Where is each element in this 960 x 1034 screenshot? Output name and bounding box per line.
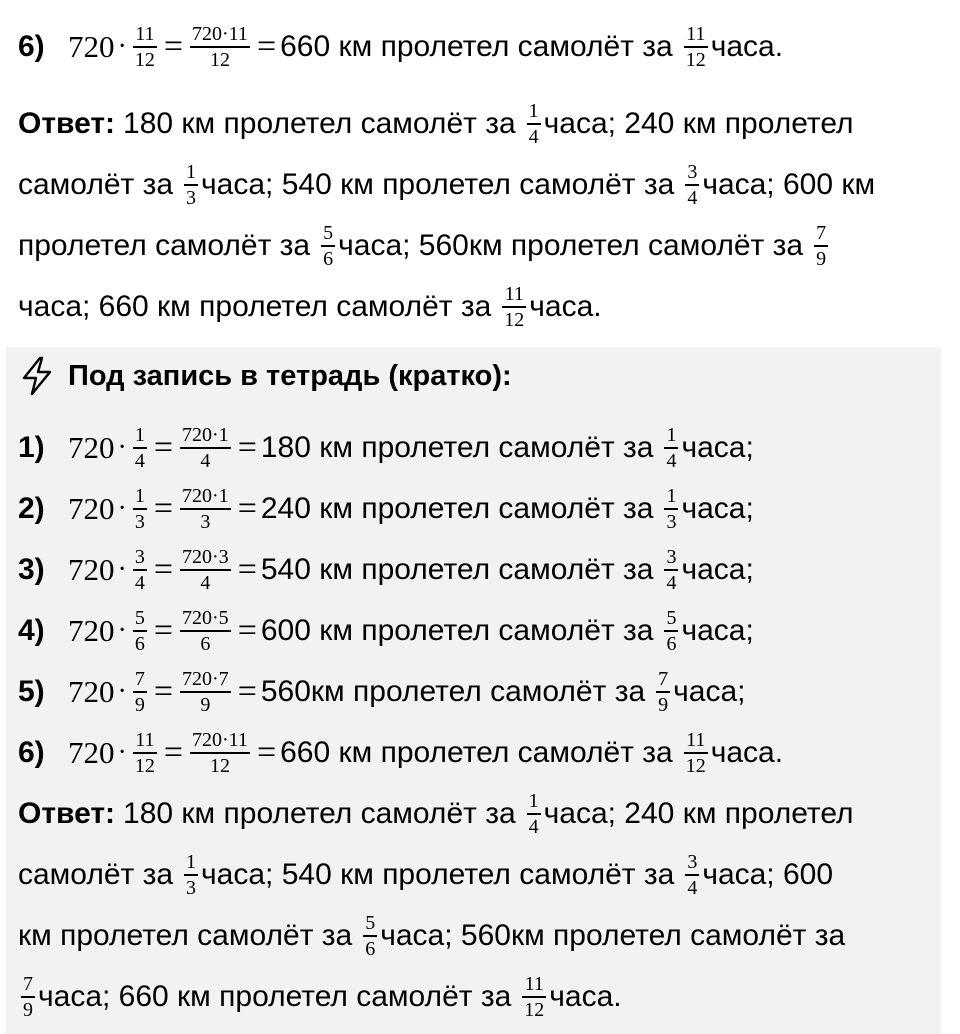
fraction: $\frac{720\cdot 7}{9}$ — [182, 668, 229, 716]
fraction: $\frac{11}{12}$ — [134, 729, 155, 777]
equals-sign: = — [153, 429, 174, 466]
multiply-sign: · — [117, 615, 127, 646]
answer-bottom-line-2 — [18, 846, 833, 904]
fraction: $\frac{11}{12}$ — [685, 23, 706, 71]
fraction: $\frac{5}{6}$ — [323, 222, 334, 270]
step-label: 2) — [18, 492, 45, 525]
fraction: $\frac{1}{3}$ — [186, 161, 197, 209]
fraction: $\frac{1}{4}$ — [134, 424, 145, 472]
fraction: $\frac{1}{4}$ — [528, 100, 539, 148]
answer-text: часа; 660 км пролетел самолёт за — [18, 290, 492, 323]
equals-sign: = — [153, 551, 174, 588]
answer-text: самолёт за — [18, 168, 174, 201]
answer-text: часа; 540 км пролетел самолёт за — [201, 858, 675, 891]
answer-text: 180 км пролетел самолёт за — [123, 797, 516, 830]
multiply-sign: · — [117, 737, 127, 768]
fraction: $\frac{7}{9}$ — [134, 668, 145, 716]
fraction: $\frac{720\cdot 11}{12}$ — [192, 729, 248, 777]
fraction: $\frac{11}{12}$ — [504, 283, 525, 331]
base-number: 720 — [68, 430, 115, 465]
answer-label: Ответ: — [18, 107, 116, 140]
answer-text: часа; 540 км пролетел самолёт за — [201, 168, 675, 201]
answer-text: пролетел самолёт за — [18, 229, 311, 262]
hours-text: часа; — [681, 492, 754, 525]
multiply-sign: · — [117, 554, 127, 585]
hours-text: часа. — [710, 30, 784, 63]
fraction: $\frac{1}{3}$ — [666, 485, 677, 533]
answer-bottom-line-3 — [18, 907, 845, 965]
base-number: 720 — [68, 613, 115, 648]
answer-bottom-line-4 — [18, 968, 622, 1026]
answer-top-line-3 — [18, 217, 831, 275]
item-label: 6) — [18, 30, 45, 63]
result-text: 660 км пролетел самолёт за — [280, 736, 673, 769]
multiply-sign: · — [117, 31, 127, 62]
fraction: $\frac{720\cdot 1}{3}$ — [182, 485, 229, 533]
equals-sign: = — [256, 28, 277, 65]
fraction: $\frac{720\cdot 3}{4}$ — [182, 546, 229, 594]
fraction: $\frac{7}{9}$ — [816, 222, 827, 270]
answer-text: самолёт за — [18, 858, 174, 891]
step-row — [18, 541, 754, 599]
fraction: $\frac{720\cdot 5}{6}$ — [182, 607, 229, 655]
base-number: 720 — [68, 29, 115, 64]
step-row — [18, 602, 754, 660]
equals-sign: = — [153, 673, 174, 710]
fraction: $\frac{7}{9}$ — [23, 973, 33, 1021]
equals-sign: = — [163, 734, 184, 771]
fraction: $\frac{11}{12}$ — [685, 729, 706, 777]
result-text: 240 км пролетел самолёт за — [260, 492, 654, 525]
top-item-6 — [18, 18, 783, 76]
multiply-sign: · — [117, 676, 127, 707]
equals-sign: = — [256, 734, 277, 771]
note-title: Под запись в тетрадь (кратко): — [68, 359, 512, 392]
answer-text: часа; 600 — [702, 858, 834, 891]
answer-top-line-1 — [18, 95, 854, 153]
answer-top-line-2 — [18, 156, 875, 214]
fraction: $\frac{3}{4}$ — [666, 546, 677, 594]
base-number: 720 — [68, 735, 115, 770]
answer-text: часа; 560км пролетел самолёт за — [338, 229, 804, 262]
hours-text: часа; — [681, 431, 754, 464]
fraction: $\frac{3}{4}$ — [687, 851, 698, 899]
fraction: $\frac{720\cdot 11}{12}$ — [192, 23, 248, 71]
result-text: 180 км пролетел самолёт за — [260, 431, 654, 464]
step-label: 5) — [18, 675, 45, 708]
step-row — [18, 480, 754, 538]
answer-text: 180 км пролетел самолёт за — [123, 107, 516, 140]
answer-text: часа; 240 км пролетел — [543, 107, 854, 140]
fraction: $\frac{720\cdot 1}{4}$ — [182, 424, 229, 472]
answer-text: часа. — [529, 290, 602, 323]
fraction: $\frac{5}{6}$ — [134, 607, 145, 655]
result-text: 600 км пролетел самолёт за — [260, 614, 654, 647]
equals-sign: = — [163, 28, 184, 65]
base-number: 720 — [68, 552, 115, 587]
note-header — [18, 350, 512, 402]
step-label: 1) — [18, 431, 45, 464]
equals-sign: = — [237, 673, 257, 710]
step-label: 6) — [18, 736, 45, 769]
result-text: 660 км пролетел самолёт за — [280, 30, 673, 63]
base-number: 720 — [68, 674, 115, 709]
step-row — [18, 663, 745, 721]
base-number: 720 — [68, 491, 115, 526]
answer-text: часа; 600 км — [702, 168, 876, 201]
answer-text: часа. — [549, 980, 622, 1013]
fraction: $\frac{1}{4}$ — [666, 424, 677, 472]
step-label: 4) — [18, 614, 45, 647]
fraction: $\frac{3}{4}$ — [134, 546, 145, 594]
answer-bottom-line-1 — [18, 785, 854, 843]
hours-text: часа; — [673, 675, 746, 708]
fraction: $\frac{5}{6}$ — [666, 607, 677, 655]
hours-text: часа. — [710, 736, 784, 769]
lightning-icon — [18, 356, 56, 396]
fraction: $\frac{11}{12}$ — [134, 23, 155, 71]
equals-sign: = — [153, 612, 174, 649]
equals-sign: = — [153, 490, 174, 527]
equals-sign: = — [237, 551, 257, 588]
answer-text: часа; 660 км пролетел самолёт за — [38, 980, 512, 1013]
fraction: $\frac{1}{3}$ — [134, 485, 145, 533]
answer-top-line-4 — [18, 278, 602, 336]
fraction: $\frac{3}{4}$ — [687, 161, 698, 209]
hours-text: часа; — [681, 553, 754, 586]
multiply-sign: · — [117, 493, 127, 524]
equals-sign: = — [237, 612, 257, 649]
multiply-sign: · — [117, 432, 127, 463]
answer-text: км пролетел самолёт за — [18, 919, 353, 952]
equals-sign: = — [237, 490, 257, 527]
answer-text: часа; 560км пролетел самолёт за — [380, 919, 846, 952]
result-text: 540 км пролетел самолёт за — [260, 553, 654, 586]
fraction: $\frac{5}{6}$ — [365, 912, 376, 960]
equals-sign: = — [237, 429, 257, 466]
step-label: 3) — [18, 553, 45, 586]
fraction: $\frac{7}{9}$ — [658, 668, 669, 716]
step-row — [18, 724, 783, 782]
hours-text: часа; — [681, 614, 754, 647]
fraction: $\frac{11}{12}$ — [524, 973, 545, 1021]
fraction: $\frac{1}{4}$ — [528, 790, 539, 838]
step-row — [18, 419, 754, 477]
answer-label: Ответ: — [18, 797, 116, 830]
answer-text: часа; 240 км пролетел — [543, 797, 854, 830]
result-text: 560км пролетел самолёт за — [260, 675, 646, 708]
fraction: $\frac{1}{3}$ — [186, 851, 197, 899]
